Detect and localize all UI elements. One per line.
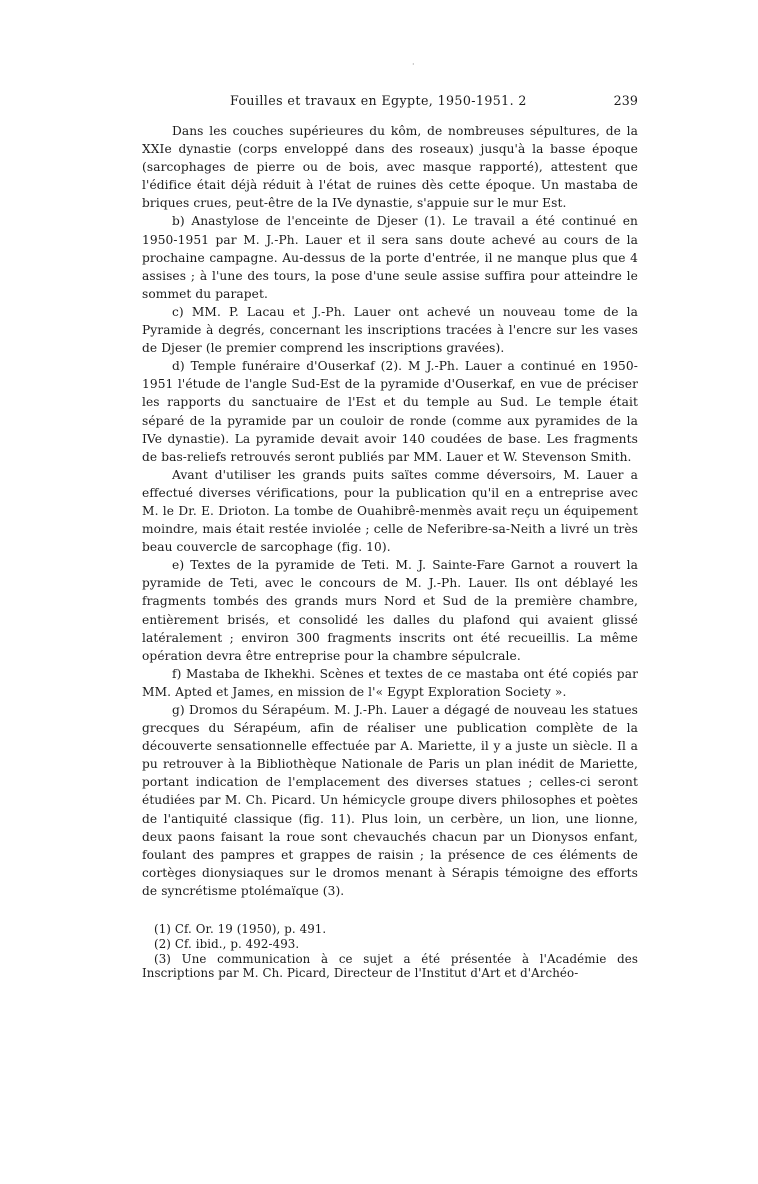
- paragraph-g-serapeum: g) Dromos du Sérapéum. M. J.-Ph. Lauer a dégagé de nouveau les statues grecques du Sérapéum, afin de réaliser une publication complète de la découverte sensationnelle effectuée par A. Mariette, il y a juste un siècle. Il a pu retrouver à la Bibliothèque Nationale de Paris un plan inédit de Mariette, portant indication de l'emplacement des diverses statues ; celles-ci seront étudiées par M. Ch. Picard. Un hémicycle groupe divers philosophes et poètes de l'antiquité classique (fig. 11). Plus loin, un cerbère, un lion, une lionne, deux paons faisant la roue sont chevauchés chacun par un Dionysos enfant, foulant des pampres et grappes de raisin ; la présence de ces éléments de cortèges dionysiaques sur le dromos menant à Sérapis témoigne des efforts de syncrétisme ptolémaïque (3).: [142, 703, 638, 898]
- paragraph-d-ouserkaf: d) Temple funéraire d'Ouserkaf (2). M J.-Ph. Lauer a continué en 1950-1951 l'étude de l'angle Sud-Est de la pyramide d'Ouserkaf, en vue de préciser les rapports du sanctuaire de l'Est et du temple au Sud. Le temple était séparé de la pyramide par un couloir de ronde (comme aux pyramides de la IVe dynastie). La pyramide devait avoir 140 coudées de base. Les fragments de bas-reliefs retrouvés seront publiés par MM. Lauer et W. Stevenson Smith.: [142, 359, 638, 464]
- page-body: [142, 92, 638, 981]
- footnote-1: (1) Cf. Or. 19 (1950), p. 491.: [154, 922, 327, 937]
- running-title: Fouilles et travaux en Egypte, 1950-1951. 2: [230, 93, 527, 108]
- paragraph-e-teti: e) Textes de la pyramide de Teti. M. J. Sainte-Fare Garnot a rouvert la pyramide de Teti, avec le concours de M. J.-Ph. Lauer. Ils ont déblayé les fragments tombés des grands murs Nord et Sud de la première chambre, entièrement brisés, et consolidé les dalles du plafond qui avaient glissé latéralement ; environ 300 fragments inscrits ont été recueillis. La même opération devra être entreprise pour la chambre sépulcrale.: [142, 558, 638, 663]
- page-mark: ·: [412, 60, 415, 69]
- footnotes: [142, 922, 638, 981]
- paragraph-c-pyramide: c) MM. P. Lacau et J.-Ph. Lauer ont achevé un nouveau tome de la Pyramide à degrés, concernant les inscriptions tracées à l'encre sur les vases de Djeser (le premier comprend les inscriptions gravées).: [142, 304, 638, 356]
- paragraph-b-djeser: b) Anastylose de l'enceinte de Djeser (1). Le travail a été continué en 1950-1951 par M. J.-Ph. Lauer et il sera sans doute achevé au cours de la prochaine campagne. Au-dessus de la porte d'entrée, il ne manque plus que 4 assises ; à l'une des tours, la pose d'une seule assise suffira pour atteindre le sommet du parapet.: [142, 214, 638, 301]
- paragraph-kom: Dans les couches supérieures du kôm, de nombreuses sépultures, de la XXIe dynastie (corps enveloppé dans des roseaux) jusqu'à la basse époque (sarcophages de pierre ou de bois, avec masque rapporté), attestent que l'édifice était déjà réduit à l'état de ruines dès cette époque. Un mastaba de briques crues, peut-être de la IVe dynastie, s'appuie sur le mur Est.: [142, 124, 638, 211]
- paragraph-puits-saites: Avant d'utiliser les grands puits saïtes comme déversoirs, M. Lauer a effectué diverses vérifications, pour la publication qu'il en a entreprise avec M. le Dr. E. Drioton. La tombe de Ouahibrê-menmès avait reçu un équipement moindre, mais était restée inviolée ; celle de Neferibre-sa-Neith a livré un très beau couvercle de sarcophage (fig. 10).: [142, 467, 638, 555]
- footnote-3: (3) Une communication à ce sujet a été présentée à l'Académie des Inscriptions par M. Ch. Picard, Directeur de l'Institut d'Art et d'Archéo-: [142, 951, 638, 981]
- paragraph-f-ikhekhi: f) Mastaba de Ikhekhi. Scènes et textes de ce mastaba ont été copiés par MM. Apted et James, en mission de l'« Egypt Exploration Society ».: [142, 666, 638, 699]
- running-header: [142, 92, 638, 112]
- main-text: [142, 122, 638, 900]
- footnote-2: (2) Cf. ibid., p. 492-493.: [154, 936, 300, 951]
- page-number: 239: [613, 93, 638, 108]
